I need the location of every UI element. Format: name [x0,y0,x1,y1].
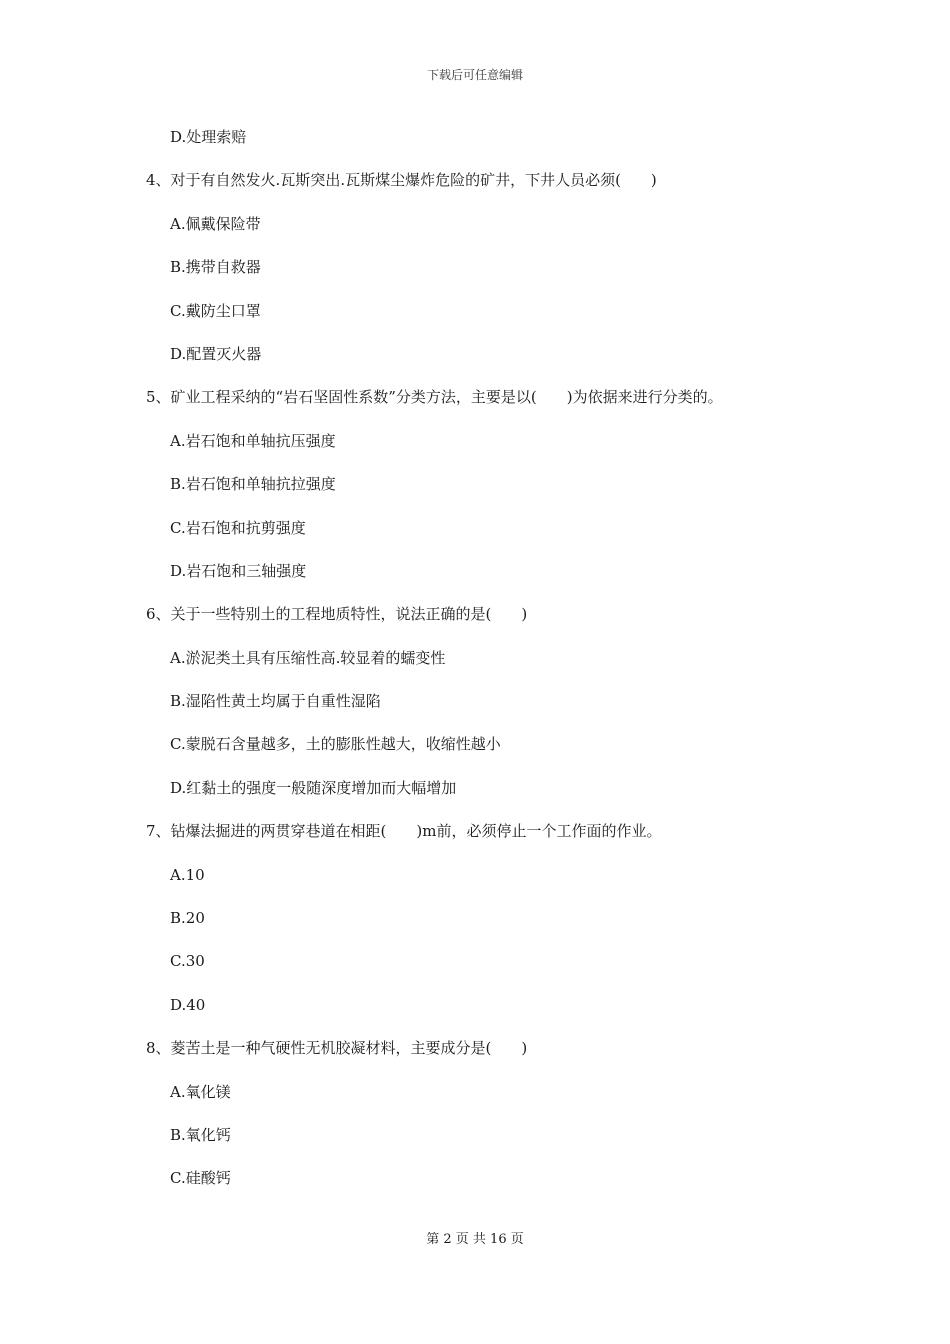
option-7b: B.20 [170,909,205,928]
option-4b: B.携带自救器 [170,258,261,277]
page-header: 下载后可任意编辑 [426,68,523,82]
option-7a: A.10 [170,865,205,884]
question-7: 7、钻爆法掘进的两贯穿巷道在相距( )m前，必须停止一个工作面的作业。 [146,822,662,841]
option-7c: C.30 [170,952,205,971]
option-6a: A.淤泥类土具有压缩性高.较显着的蠕变性 [170,648,446,667]
question-4: 4、对于有自然发火.瓦斯突出.瓦斯煤尘爆炸危险的矿井，下井人员必须( ) [146,171,657,190]
option-4c: C.戴防尘口罩 [170,301,261,320]
option-7d: D.40 [170,995,206,1014]
option-5b: B.岩石饱和单轴抗拉强度 [170,475,336,494]
option-5d: D.岩石饱和三轴强度 [170,561,307,580]
option-4a: A.佩戴保险带 [170,214,261,233]
page-footer: 第 2 页 共 16 页 [426,1232,524,1247]
option-6b: B.湿陷性黄土均属于自重性湿陷 [170,692,381,711]
option-6d: D.红黏土的强度一般随深度增加而大幅增加 [170,778,457,797]
option-6c: C.蒙脱石含量越多，土的膨胀性越大，收缩性越小 [170,735,501,754]
question-6: 6、关于一些特别土的工程地质特性，说法正确的是( ) [146,605,528,624]
option-8b: B.氧化钙 [170,1125,231,1144]
option-5c: C.岩石饱和抗剪强度 [170,518,306,537]
option-5a: A.岩石饱和单轴抗压强度 [170,431,336,450]
page-content [0,126,950,1211]
option-8a: A.氧化镁 [170,1082,231,1101]
option-3d: D.处理索赔 [170,128,247,146]
question-8: 8、菱苦土是一种气硬性无机胶凝材料，主要成分是( ) [146,1039,528,1058]
option-8c: C.硅酸钙 [170,1169,231,1188]
option-4d: D.配置灭火器 [170,344,262,363]
question-5: 5、矿业工程采纳的“岩石坚固性系数”分类方法，主要是以( )为依据来进行分类的。 [146,388,723,407]
